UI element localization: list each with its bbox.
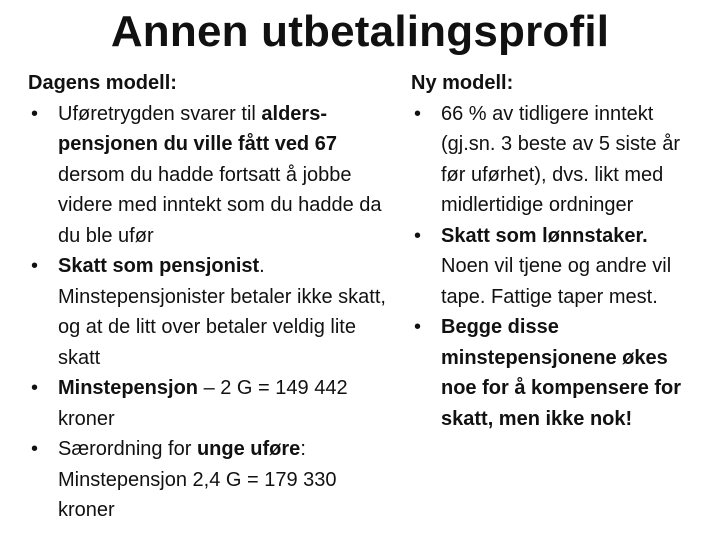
left-column-heading: Dagens modell: (28, 72, 177, 94)
right-bullet-list (411, 99, 701, 435)
bullet-text: Særordning for (58, 438, 197, 460)
bullet-unge-ufore (28, 434, 398, 526)
bullet-icon: • (414, 224, 422, 247)
bullet-text: : Minstepensjon 2,4 G = 179 330 kroner (58, 438, 337, 521)
bullet-inntekt (411, 99, 701, 221)
bullet-text: – 2 G = 149 442 kroner (58, 377, 348, 430)
slide-title: Annen utbetalingsprofil (110, 7, 610, 56)
bullet-icon: • (31, 102, 39, 125)
bullet-text: . Minstepensjonister betaler ikke skatt, og at de litt over betaler veldig lite skatt (58, 255, 386, 369)
left-column (28, 68, 398, 526)
bullet-minstepensjonene (411, 312, 701, 434)
right-column-heading: Ny modell: (411, 72, 514, 94)
bullet-minstepensjon (28, 373, 398, 434)
bullet-text: 66 % av tidligere inntekt (gj.sn. 3 beste av 5 siste år før uførhet), dvs. likt med midlertidige ordninger (441, 102, 681, 216)
bullet-text-bold: Begge disse minstepensjonene økes noe for å kompensere for skatt, men ikke nok! (441, 316, 682, 430)
bullet-text-bold: unge uføre (196, 438, 301, 460)
bullet-text-bold: Minstepensjon (58, 377, 199, 399)
bullet-text: Uføretrygden svarer til (58, 102, 262, 125)
bullet-text-bold: alders-pensjonen du ville fått ved 67 (58, 102, 337, 155)
bullet-icon: • (414, 316, 422, 338)
bullet-icon: • (31, 255, 39, 277)
right-column (411, 68, 701, 434)
bullet-skatt-pensjonist (28, 251, 398, 373)
bullet-skatt-lonnstaker (411, 221, 701, 313)
bullet-text-bold: Skatt som lønnstaker. (441, 224, 648, 247)
bullet-text: Noen vil tjene og andre vil tape. Fattige taper mest. (441, 255, 672, 308)
bullet-text-bold: Skatt som pensjonist (58, 255, 260, 277)
bullet-icon: • (414, 102, 422, 125)
bullet-text: dersom du hadde fortsatt å jobbe videre med inntekt som du hadde da du ble ufør (58, 163, 382, 247)
bullet-icon: • (31, 377, 39, 399)
left-bullet-list (28, 99, 398, 526)
bullet-uforetrygd (28, 99, 398, 252)
bullet-icon: • (31, 438, 39, 460)
